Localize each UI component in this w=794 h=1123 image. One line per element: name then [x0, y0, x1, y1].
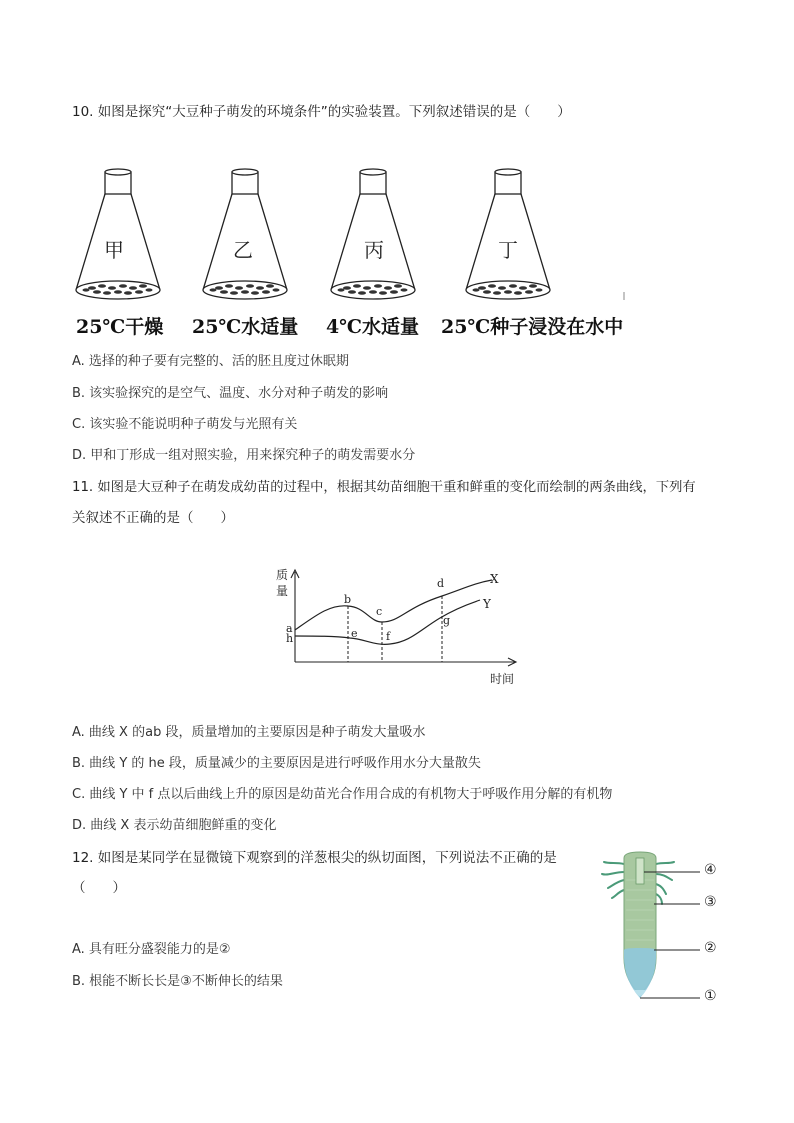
graph-point-h: h	[286, 632, 294, 645]
q11-stem-line1: 11. 如图是大豆种子在萌发成幼苗的过程中，根据其幼苗细胞干重和鲜重的变化而绘制的两条曲线，下列有	[72, 480, 696, 495]
q12-option-b: B. 根能不断长长是③不断伸长的结果	[72, 974, 283, 989]
graph-x-label: 时间	[490, 672, 515, 686]
flask-jia-condition: 25℃干燥	[76, 316, 164, 338]
graph-point-b: b	[344, 593, 352, 606]
graph-curve-y-label: Y	[483, 597, 491, 611]
q10-option-a: A. 选择的种子要有完整的、活的胚且度过休眠期	[72, 354, 349, 369]
q10-option-c: C. 该实验不能说明种子萌发与光照有关	[72, 417, 298, 432]
root-label-2: ②	[704, 940, 717, 956]
flask-jia-name: 甲	[104, 238, 124, 262]
graph-point-g: g	[443, 614, 451, 627]
q10-option-d: D. 甲和丁形成一组对照实验，用来探究种子的萌发需要水分	[72, 448, 416, 463]
flask-ding-condition: 25℃种子浸没在水中	[441, 316, 624, 338]
graph-curve-x-label: X	[490, 572, 499, 586]
root-label-4: ④	[704, 862, 717, 878]
graph-point-d: d	[437, 577, 445, 590]
graph-point-f: f	[386, 630, 391, 643]
q12-stem-line1: 12. 如图是某同学在显微镜下观察到的洋葱根尖的纵切面图，下列说法不正确的是	[72, 850, 557, 866]
q11-option-a: A. 曲线 X 的ab 段，质量增加的主要原因是种子萌发大量吸水	[72, 725, 426, 740]
graph-point-c: c	[376, 605, 383, 618]
q12-option-a: A. 具有旺分盛裂能力的是②	[72, 942, 231, 957]
graph-y-label-2: 量	[276, 584, 289, 598]
graph-point-e: e	[351, 627, 358, 640]
curve-x	[295, 580, 492, 630]
flask-yi-name: 乙	[233, 238, 253, 262]
flask-bing-name: 丙	[364, 238, 384, 262]
graph-point-a: a	[286, 622, 293, 635]
q11-option-b: B. 曲线 Y 的 he 段，质量减少的主要原因是进行呼吸作用水分大量散失	[72, 756, 481, 771]
flask-yi-condition: 25℃水适量	[192, 316, 299, 338]
graph-y-label-1: 质	[276, 568, 289, 582]
root-label-1: ①	[704, 988, 717, 1004]
flask-ding-name: 丁	[498, 238, 518, 262]
q11-option-c: C. 曲线 Y 中 f 点以后曲线上升的原因是幼苗光合作用合成的有机物大于呼吸作用分解的有机物	[72, 787, 613, 802]
q10-option-b: B. 该实验探究的是空气、温度、水分对种子萌发的影响	[72, 386, 389, 401]
root-label-3: ③	[704, 894, 717, 910]
flask-bing-condition: 4℃水适量	[326, 316, 419, 338]
q11-option-d: D. 曲线 X 表示幼苗细胞鲜重的变化	[72, 818, 277, 833]
q11-stem-line2: 关叙述不正确的是（ ）	[72, 510, 234, 526]
q12-stem-line2: （ ）	[72, 880, 126, 896]
flask-experiment-figure	[0, 0, 794, 310]
q10-stem: 10. 如图是探究“大豆种子萌发的环境条件”的实验装置。下列叙述错误的是（ ）	[72, 104, 571, 120]
